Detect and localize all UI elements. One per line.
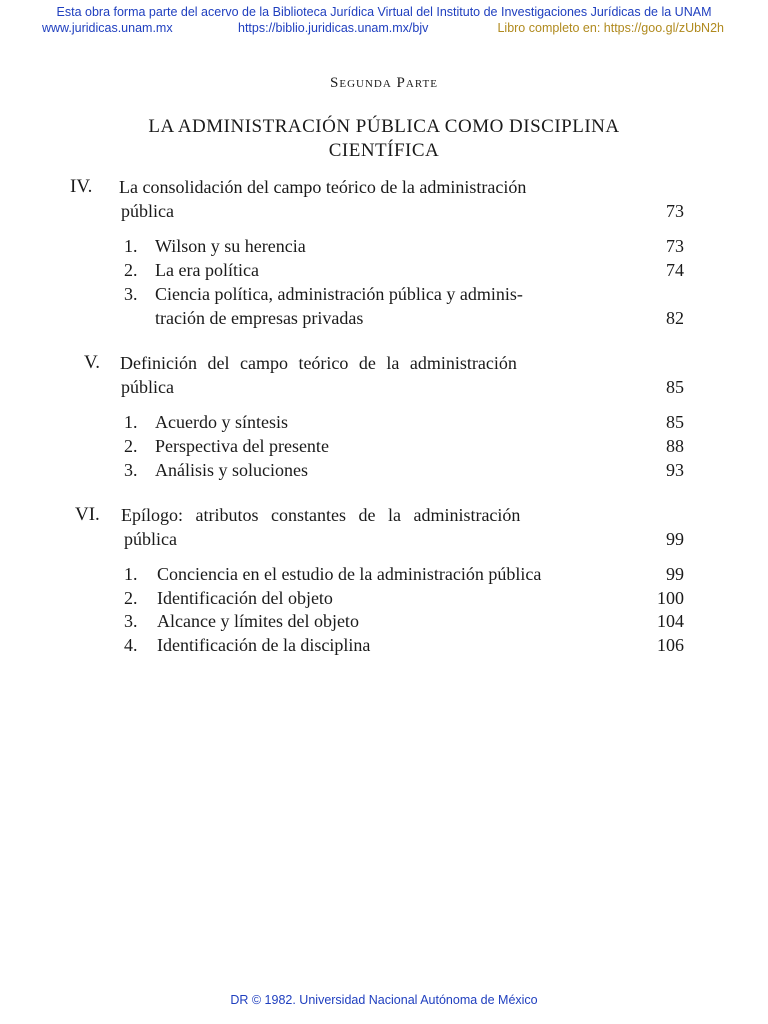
chapter-number: V. <box>84 352 101 373</box>
chapter-v-row1[interactable] <box>0 351 768 375</box>
chapter-number: VI. <box>75 504 100 525</box>
main-title-line1: LA ADMINISTRACIÓN PÚBLICA COMO DISCIPLINA <box>148 116 620 137</box>
section-title: La era política <box>155 260 259 280</box>
section-number: 1. <box>124 564 138 584</box>
page-number: 88 <box>666 436 684 456</box>
section-number: 3. <box>124 460 138 480</box>
section-number: 2. <box>124 436 138 456</box>
header-links <box>0 20 768 36</box>
chapter-title-cont: pública <box>121 201 174 221</box>
main-title <box>60 115 708 163</box>
chapter-title-cont: pública <box>124 529 177 549</box>
section-number: 1. <box>124 236 138 256</box>
chapter-iv-row2[interactable] <box>0 199 768 223</box>
page-number: 106 <box>657 635 684 655</box>
chapter-v-row2[interactable] <box>0 375 768 399</box>
page-number: 85 <box>666 412 684 432</box>
chapter-title: La consolidación del campo teórico de la administración <box>119 177 527 197</box>
toc-entry-cont[interactable] <box>0 306 768 330</box>
part-title: Segunda Parte <box>330 75 438 91</box>
chapter-title-cont: pública <box>121 377 174 397</box>
link-full-book[interactable]: Libro completo en: https://goo.gl/zUbN2h <box>497 21 724 35</box>
toc-entry[interactable] <box>0 458 768 482</box>
section-number: 4. <box>124 635 138 655</box>
link-juridicas[interactable]: www.juridicas.unam.mx <box>42 21 173 35</box>
page-footer: DR © 1982. Universidad Nacional Autónoma de México <box>230 993 538 1007</box>
page-number: 73 <box>666 236 684 256</box>
toc-entry[interactable] <box>0 258 768 282</box>
section-title-cont: tración de empresas privadas <box>155 308 364 328</box>
page-number: 73 <box>666 201 684 221</box>
link-biblio[interactable]: https://biblio.juridicas.unam.mx/bjv <box>238 21 429 35</box>
section-title: Alcance y límites del objeto <box>157 611 359 631</box>
section-number: 3. <box>124 611 138 631</box>
page-number: 74 <box>666 260 684 280</box>
page-number: 99 <box>666 564 684 584</box>
chapter-title: Definición del campo teórico de la administración <box>120 353 517 373</box>
section-title: Análisis y soluciones <box>155 460 308 480</box>
page-number: 82 <box>666 308 684 328</box>
section-title: Wilson y su herencia <box>155 236 306 256</box>
toc-entry[interactable] <box>0 562 768 586</box>
toc-entry[interactable] <box>0 633 768 657</box>
toc-entry[interactable] <box>0 410 768 434</box>
chapter-vi-row2[interactable] <box>0 527 768 551</box>
chapter-number: IV. <box>70 176 93 197</box>
chapter-iv-row1[interactable] <box>0 175 768 199</box>
toc-entry[interactable] <box>0 282 768 306</box>
toc-entry[interactable] <box>0 609 768 633</box>
chapter-title: Epílogo: atributos constantes de la administración <box>121 505 521 525</box>
section-number: 1. <box>124 412 138 432</box>
section-title: Ciencia política, administración pública y adminis- <box>155 284 523 304</box>
section-title: Conciencia en el estudio de la administración pública <box>157 564 542 584</box>
chapter-vi-row1[interactable] <box>0 503 768 527</box>
section-title: Perspectiva del presente <box>155 436 329 456</box>
section-number: 3. <box>124 284 138 304</box>
section-title: Identificación de la disciplina <box>157 635 371 655</box>
page-number: 93 <box>666 460 684 480</box>
page-number: 99 <box>666 529 684 549</box>
toc-entry[interactable] <box>0 234 768 258</box>
page-header <box>0 4 768 36</box>
page-number: 85 <box>666 377 684 397</box>
main-title-line2: CIENTÍFICA <box>328 140 440 161</box>
section-number: 2. <box>124 588 138 608</box>
toc-entry[interactable] <box>0 586 768 610</box>
toc-entry[interactable] <box>0 434 768 458</box>
header-notice: Esta obra forma parte del acervo de la Biblioteca Jurídica Virtual del Instituto de Investigaciones Jurídicas de la UNAM <box>56 5 712 19</box>
section-title: Acuerdo y síntesis <box>155 412 288 432</box>
page-number: 104 <box>657 611 684 631</box>
section-number: 2. <box>124 260 138 280</box>
section-title: Identificación del objeto <box>157 588 333 608</box>
page-number: 100 <box>657 588 684 608</box>
